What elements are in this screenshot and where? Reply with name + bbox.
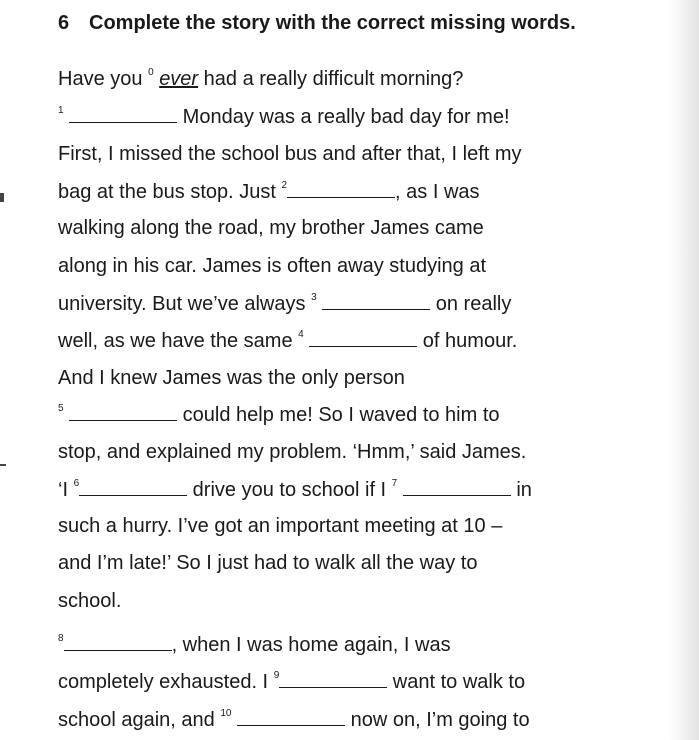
story-line [58,291,511,316]
story-text-segment: university. But we’ve always [58,293,312,315]
story-line [58,179,480,204]
story-line: such a hurry. I’ve got an important meeting at 10 – [58,515,503,537]
story-text-segment: completely exhausted. I [58,671,274,693]
answer-blank-9[interactable] [279,669,387,688]
gap-number: 8 [58,633,64,645]
answer-blank-1[interactable] [69,104,177,123]
story-text-segment: in [510,479,532,501]
story-line [58,104,510,129]
story-text-segment: want to walk to [387,671,526,693]
story-line [58,477,532,502]
exercise-heading [58,10,578,36]
gap-number: 0 [148,67,154,79]
example-answer: ever [159,68,199,90]
story-line: First, I missed the school bus and after that, I left my [58,143,522,165]
answer-blank-7[interactable] [403,477,511,496]
story-text-segment: drive you to school if I [187,479,392,501]
answer-blank-10[interactable] [237,707,345,726]
margin-mark [0,464,6,466]
answer-blank-2[interactable] [287,179,395,198]
answer-blank-6[interactable] [79,477,187,496]
story-line [58,669,525,694]
story-line [58,402,500,427]
story-text-segment: ‘I [58,479,74,501]
story-text-segment: , when I was home again, I was [171,634,451,656]
story-text-segment: could help me! So I waved to him to [177,404,500,426]
story-text-segment: , as I was [395,181,480,203]
story-text-segment: well, as we have the same [58,330,299,352]
story-line [58,328,517,353]
gap-number: 3 [311,292,317,304]
story-line: and I’m late!’ So I just had to walk all the way to [58,552,478,574]
gap-number: 1 [58,105,64,117]
gap-number: 4 [298,329,304,341]
gap-number: 5 [58,403,64,415]
story-line: stop, and explained my problem. ‘Hmm,’ said James. [58,441,527,463]
story-line [58,67,463,91]
story-line [58,707,530,732]
gap-number: 6 [73,478,80,490]
answer-blank-4[interactable] [309,328,417,347]
story-text-segment: school again, and [58,709,221,731]
story-text-segment: Monday was a really bad day for me! [177,106,510,128]
story-line: school. [58,590,122,612]
answer-blank-5[interactable] [69,402,177,421]
story-line: walking along the road, my brother James came [58,217,484,239]
story-text-segment: Have you [58,68,149,90]
margin-mark [0,193,4,202]
gap-number: 2 [281,180,288,192]
gap-number: 7 [391,478,398,490]
story-line [58,632,451,657]
story-text-segment: had a really difficult morning? [198,68,464,90]
answer-blank-3[interactable] [322,291,430,310]
gap-number: 10 [220,708,232,720]
story-text-segment: of humour. [417,330,518,352]
gap-number: 9 [273,670,280,682]
exercise-number: 6 [58,12,70,34]
story-text-segment: bag at the bus stop. Just [58,181,282,203]
story-text-segment: on really [430,293,512,315]
page-edge-shadow [669,0,699,740]
story-line: And I knew James was the only person [58,367,405,389]
answer-blank-8[interactable] [64,632,172,651]
exercise-instruction: Complete the story with the correct missing words. [89,12,576,34]
story-text-segment: now on, I’m going to [345,709,530,731]
story-line: along in his car. James is often away studying at [58,255,487,277]
